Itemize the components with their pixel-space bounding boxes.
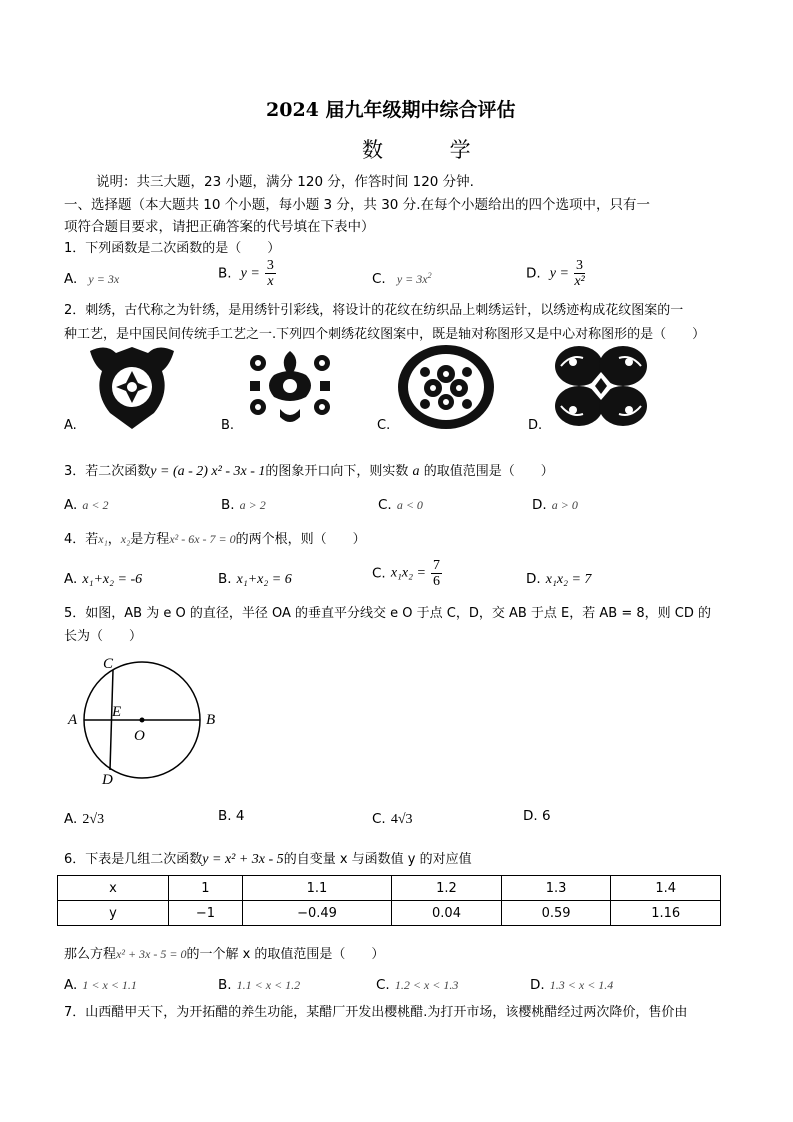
q2-option-d-label: D. <box>528 418 543 433</box>
q4-b-expr: x₁+x₂ = 6 <box>236 572 292 587</box>
q1-c-label: C. <box>372 271 386 287</box>
q6-option-d <box>530 974 613 993</box>
q4-option-a <box>64 568 142 588</box>
q4-stem-end: 的两个根，则（ ） <box>235 532 366 547</box>
q4-x2: x₂ <box>120 532 131 546</box>
q6-expr: y = x² + 3x - 5 <box>202 852 284 867</box>
q1-b-label: B. <box>218 265 232 282</box>
q5-option-d: D. 6 <box>523 808 551 824</box>
q5-c-expr: 4√3 <box>390 812 413 827</box>
q1-b-num: 3 <box>266 258 274 273</box>
q3-b-expr: a > 2 <box>239 498 266 512</box>
table-header-y: y <box>58 901 169 926</box>
q1-d-label: D. <box>526 265 541 282</box>
q6-option-a <box>64 974 137 993</box>
q3-stem-end: 的取值范围是（ ） <box>423 464 554 479</box>
q3-stem-post: 的图象开口向下，则实数 <box>265 464 409 479</box>
q4-x1: x₁ <box>98 532 108 546</box>
table-row-y <box>58 901 721 926</box>
subject-title: 数 学 <box>362 138 501 162</box>
q3-option-a <box>64 494 109 513</box>
q2-option-c-label: C. <box>377 418 391 433</box>
exam-instructions: 说明：共三大题，23 小题，满分 120 分，作答时间 120 分钟. <box>96 174 474 190</box>
center-point <box>140 718 145 723</box>
q1-b-pre: y = <box>240 265 260 281</box>
q2-option-b-label: B. <box>221 418 235 433</box>
q4-option-c <box>372 558 442 589</box>
q4-stem-pre: 4．若 <box>64 532 99 547</box>
q5-a-label: A. <box>64 811 78 827</box>
q3-d-expr: a > 0 <box>551 498 578 512</box>
q1-option-c <box>372 268 432 287</box>
table-cell: 1.16 <box>611 901 721 926</box>
q3-a-label: A. <box>64 497 78 513</box>
table-cell: 0.04 <box>392 901 502 926</box>
q5-a-expr: 2√3 <box>82 812 105 827</box>
q3-expr: y = (a - 2) x² - 3x - 1 <box>150 464 266 479</box>
embroidery-pattern-a-image <box>86 343 178 431</box>
q4-stem-mid: 是方程 <box>130 532 170 547</box>
q4-c-pre: x₁x₂ = <box>390 565 426 581</box>
q6-stem-pre: 6．下表是几组二次函数 <box>64 852 203 867</box>
q3-c-label: C. <box>378 497 392 513</box>
q6-b-label: B. <box>218 977 232 993</box>
q2-stem-line2: 种工艺，是中国民间传统手工艺之一.下列四个刺绣花纹图案中，既是轴对称图形又是中心对称图形的是（ ） <box>64 327 706 342</box>
embroidery-pattern-c-image <box>397 344 495 430</box>
q6-c-label: C. <box>376 977 390 993</box>
q3-a-expr: a < 2 <box>82 498 109 512</box>
q3-c-expr: a < 0 <box>396 498 423 512</box>
q3-stem-pre: 3．若二次函数 <box>64 464 151 479</box>
q6-c-expr: 1.2 < x < 1.3 <box>394 978 459 992</box>
q7-stem-line1: 7．山西醋甲天下，为开拓醋的养生功能，某醋厂开发出樱桃醋.为打开市场，该樱桃醋经过两次降价，售价由 <box>64 1005 688 1020</box>
q4-stem <box>64 528 366 547</box>
q3-option-d <box>532 494 578 513</box>
table-cell: 0.59 <box>501 901 611 926</box>
q1-a-label: A. <box>64 271 78 287</box>
label-c: C <box>103 656 114 672</box>
embroidery-pattern-d-image <box>553 344 649 428</box>
q1-c-expr: $y = 3x^2$ <box>396 271 432 286</box>
q4-option-b <box>218 568 292 588</box>
q4-c-label: C. <box>372 565 386 582</box>
q1-d-fraction <box>574 258 585 289</box>
q3-var: a <box>412 464 420 479</box>
q4-option-d <box>526 568 591 588</box>
q6-follow-pre: 那么方程 <box>64 947 117 962</box>
q6-b-expr: 1.1 < x < 1.2 <box>236 978 301 992</box>
label-a: A <box>68 712 78 728</box>
q4-b-label: B. <box>218 571 232 587</box>
table-cell: 1.2 <box>392 876 502 901</box>
q6-d-expr: 1.3 < x < 1.4 <box>549 978 614 992</box>
q5-option-a <box>64 808 104 828</box>
q1-option-a <box>64 268 119 287</box>
q3-option-b <box>221 494 266 513</box>
q6-followup <box>64 943 384 962</box>
circle-geometry-figure <box>62 652 222 788</box>
section-heading-line1: 一、选择题（本大题共 10 个小题，每小题 3 分，共 30 分.在每个小题给出的四个选项中，只有一 <box>64 197 650 213</box>
q6-d-label: D. <box>530 977 545 993</box>
value-table <box>57 875 721 926</box>
q5-c-label: C. <box>372 811 386 827</box>
q1-d-num: 3 <box>576 258 584 273</box>
q1-c-text: y = 3x <box>396 272 428 286</box>
q1-stem: 1．下列函数是二次函数的是（ ） <box>64 241 281 256</box>
q3-option-c <box>378 494 423 513</box>
q6-stem-post: 的自变量 x 与函数值 y 的对应值 <box>283 852 472 867</box>
table-cell: 1.3 <box>501 876 611 901</box>
q4-a-label: A. <box>64 571 78 587</box>
q6-follow-post: 的一个解 x 的取值范围是（ ） <box>186 947 385 962</box>
page-title: 2024 届九年级期中综合评估 <box>266 99 516 121</box>
q5-stem-line2: 长为（ ） <box>64 629 143 644</box>
q4-c-den: 6 <box>433 574 441 589</box>
q5-stem-line1: 5．如图，AB 为 e O 的直径，半径 OA 的垂直平分线交 e O 于点 C，D，交 AB 于点 E，若 AB = 8，则 CD 的 <box>64 606 711 621</box>
label-b: B <box>206 712 216 728</box>
q6-option-b <box>218 974 300 993</box>
q4-c-num: 7 <box>433 558 441 573</box>
q4-equation: x² - 6x - 7 = 0 <box>169 532 236 546</box>
q1-d-den: x² <box>574 274 585 289</box>
q5-option-b: B. 4 <box>218 808 245 824</box>
embroidery-pattern-b-image <box>244 345 336 427</box>
table-cell: 1.1 <box>242 876 391 901</box>
q1-b-den: x <box>267 274 274 289</box>
q4-d-label: D. <box>526 571 541 587</box>
q6-option-c <box>376 974 458 993</box>
label-e: E <box>112 704 122 720</box>
q1-d-pre: y = <box>549 265 569 281</box>
q6-a-expr: 1 < x < 1.1 <box>82 978 137 992</box>
table-cell: −0.49 <box>242 901 391 926</box>
q1-option-b <box>218 258 276 289</box>
q4-d-expr: x₁x₂ = 7 <box>545 572 592 587</box>
q5-option-c <box>372 808 413 828</box>
q3-stem <box>64 460 554 480</box>
table-cell: −1 <box>169 901 243 926</box>
q4-a-expr: x₁+x₂ = -6 <box>82 572 143 587</box>
q4-c-fraction <box>431 558 442 589</box>
q6-a-label: A. <box>64 977 78 993</box>
q6-stem <box>64 848 472 868</box>
label-o: O <box>134 728 145 744</box>
table-row-x <box>58 876 721 901</box>
section-heading-line2: 项符合题目要求，请把正确答案的代号填在下表中） <box>64 219 375 235</box>
q1-option-d <box>526 258 585 289</box>
q3-d-label: D. <box>532 497 547 513</box>
q2-option-a-label: A. <box>64 418 77 433</box>
q4-sep: ， <box>107 532 121 547</box>
table-header-x: x <box>58 876 169 901</box>
table-cell: 1.4 <box>611 876 721 901</box>
q1-a-expr: y = 3x <box>88 272 120 286</box>
table-cell: 1 <box>169 876 243 901</box>
q1-b-fraction <box>265 258 276 289</box>
q3-b-label: B. <box>221 497 235 513</box>
q6-follow-eq: x² + 3x - 5 = 0 <box>116 947 187 961</box>
label-d: D <box>102 772 113 788</box>
q2-stem-line1: 2．刺绣，古代称之为针绣，是用绣针引彩线，将设计的花纹在纺织品上刺绣运针，以绣迹构成花纹图案的一 <box>64 303 684 318</box>
